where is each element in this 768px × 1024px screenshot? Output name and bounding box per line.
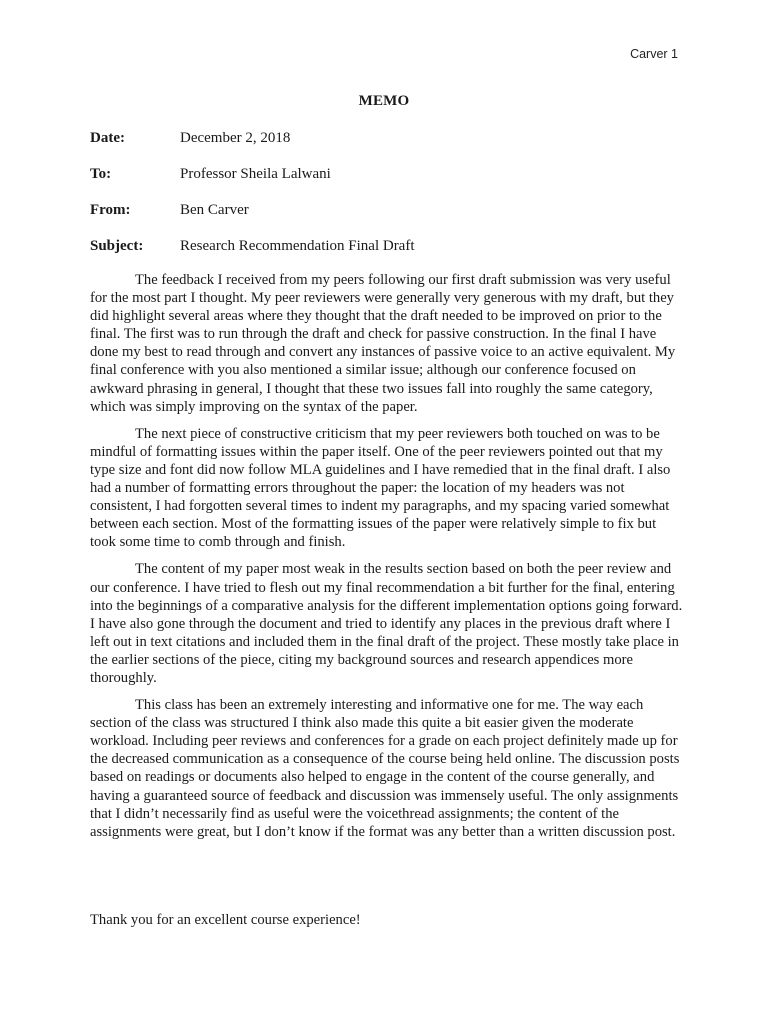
from-value: Ben Carver [180, 202, 249, 218]
memo-body [90, 271, 685, 850]
date-row [90, 129, 680, 165]
subject-label: Subject: [90, 238, 144, 254]
memo-fields [90, 129, 680, 273]
subject-row [90, 237, 680, 273]
memo-title: MEMO [358, 93, 410, 109]
to-label: To: [90, 166, 112, 182]
to-row [90, 165, 680, 201]
from-row [90, 201, 680, 237]
closing-line: Thank you for an excellent course experience! [90, 912, 361, 928]
paragraph-2: The next piece of constructive criticism that my peer reviewers both touched on was to be mindful of formatting issues within the paper itself. One of the peer reviewers pointed out that my type size and font did now follow MLA guidelines and I have remedied that in the final draft. I also had a number of formatting errors throughout the paper: the location of my headers was not consistent, I had forgotten several times to indent my paragraphs, and my spacing varied somewhat between each section. Most of the formatting issues of the paper were relatively simple to fix but took some time to comb through and finish. [90, 425, 671, 551]
subject-value: Research Recommendation Final Draft [180, 238, 415, 254]
date-value: December 2, 2018 [180, 130, 291, 146]
paragraph-4: This class has been an extremely interesting and informative one for me. The way each section of the class was structured I think also made this quite a bit easier given the moderate workload. Including peer reviews and conferences for a grade on each project definitely made up for the decreased communication as a consequence of the course being held online. The discussion posts based on readings or documents also helped to engage in the content of the course generally, and having a guaranteed source of feedback and discussion was immensely useful. The only assignments that I didn’t necessarily find as useful were the voicethread assignments; the content of the assignments were great, but I don’t know if the format was any better than a written discussion post. [90, 697, 680, 840]
date-label: Date: [90, 130, 125, 146]
to-value: Professor Sheila Lalwani [180, 166, 331, 182]
paragraph-3: The content of my paper most weak in the results section based on both the peer review and our conference. I have tried to flesh out my final recommendation a bit further for the final, entering into the beginnings of a comparative analysis for the different implementation options going forward. I have also gone through the document and tried to identify any places in the previous draft where I left out in text citations and included them in the final draft of the project. These mostly take place in the earlier sections of the piece, citing my background sources and research appendices more thoroughly. [90, 561, 683, 686]
paragraph-1: The feedback I received from my peers following our first draft submission was very useful for the most part I thought. My peer reviewers were generally very generous with my draft, but they did highlight several areas where they thought that the draft needed to be improved on prior to the final. The first was to run through the draft and check for passive construction. In the final I have done my best to read through and convert any instances of passive voice to an active equivalent. My final conference with you also mentioned a similar issue; although our conference focused on awkward phrasing in general, I thought that these two issues fall into roughly the same category, which was simply improving on the syntax of the paper. [90, 272, 676, 415]
running-header: Carver 1 [630, 47, 678, 61]
from-label: From: [90, 202, 131, 218]
